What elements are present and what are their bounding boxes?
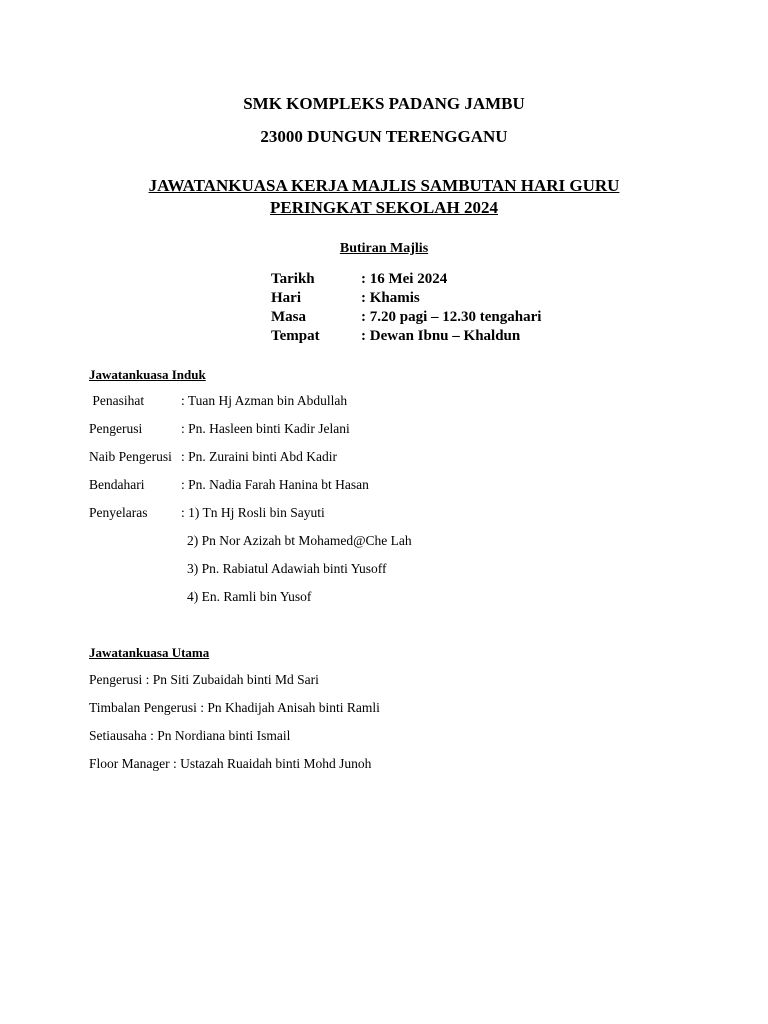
detail-label: Tarikh bbox=[271, 271, 315, 287]
document-title-line2: PERINGKAT SEKOLAH 2024 bbox=[270, 198, 498, 217]
member-name: : Pn. Zuraini binti Abd Kadir bbox=[181, 449, 337, 464]
role-label: Bendahari bbox=[89, 477, 145, 492]
induk-row-chairman bbox=[89, 421, 350, 437]
induk-row-advisor bbox=[89, 393, 347, 409]
coordinator-item: 4) En. Ramli bin Yusof bbox=[187, 589, 312, 604]
member-name: : Pn. Nadia Farah Hanina bt Hasan bbox=[181, 477, 369, 492]
detail-value: : 7.20 pagi – 12.30 tengahari bbox=[361, 309, 542, 325]
role-label: Naib Pengerusi bbox=[89, 449, 172, 464]
detail-label: Tempat bbox=[271, 328, 320, 344]
induk-committee-heading: Jawatankuasa Induk bbox=[89, 367, 206, 382]
utama-committee-heading: Jawatankuasa Utama bbox=[89, 645, 210, 660]
event-details-list bbox=[271, 270, 541, 346]
detail-row-time bbox=[271, 308, 541, 327]
detail-row-venue bbox=[271, 327, 541, 346]
school-name: SMK KOMPLEKS PADANG JAMBU bbox=[243, 94, 525, 113]
induk-row-coordinator bbox=[89, 505, 325, 521]
detail-value: : Dewan Ibnu – Khaldun bbox=[361, 328, 521, 344]
detail-row-date bbox=[271, 270, 541, 289]
utama-line: Setiausaha : Pn Nordiana binti Ismail bbox=[89, 728, 291, 743]
role-label: Penasihat bbox=[89, 393, 145, 408]
detail-label: Masa bbox=[271, 309, 306, 325]
induk-row-vice-chairman bbox=[89, 449, 337, 465]
detail-value: : 16 Mei 2024 bbox=[361, 271, 448, 287]
detail-value: : Khamis bbox=[361, 290, 420, 306]
detail-row-day bbox=[271, 289, 541, 308]
induk-row-treasurer bbox=[89, 477, 369, 493]
role-label: Pengerusi bbox=[89, 421, 143, 436]
role-label: Penyelaras bbox=[89, 505, 148, 520]
utama-line: Pengerusi : Pn Siti Zubaidah binti Md Sari bbox=[89, 672, 319, 687]
coordinator-item: 3) Pn. Rabiatul Adawiah binti Yusoff bbox=[187, 561, 387, 576]
utama-line: Timbalan Pengerusi : Pn Khadijah Anisah binti Ramli bbox=[89, 700, 380, 715]
member-name: : Pn. Hasleen binti Kadir Jelani bbox=[181, 421, 350, 436]
school-address: 23000 DUNGUN TERENGGANU bbox=[260, 127, 508, 146]
detail-label: Hari bbox=[271, 290, 301, 306]
event-details-heading: Butiran Majlis bbox=[339, 241, 429, 256]
member-name: : Tuan Hj Azman bin Abdullah bbox=[181, 393, 348, 408]
coordinator-item: 2) Pn Nor Azizah bt Mohamed@Che Lah bbox=[187, 533, 412, 548]
document-title-line1: JAWATANKUASA KERJA MAJLIS SAMBUTAN HARI GURU bbox=[148, 176, 620, 195]
member-name: : 1) Tn Hj Rosli bin Sayuti bbox=[181, 505, 325, 520]
utama-line: Floor Manager : Ustazah Ruaidah binti Mohd Junoh bbox=[89, 756, 372, 771]
